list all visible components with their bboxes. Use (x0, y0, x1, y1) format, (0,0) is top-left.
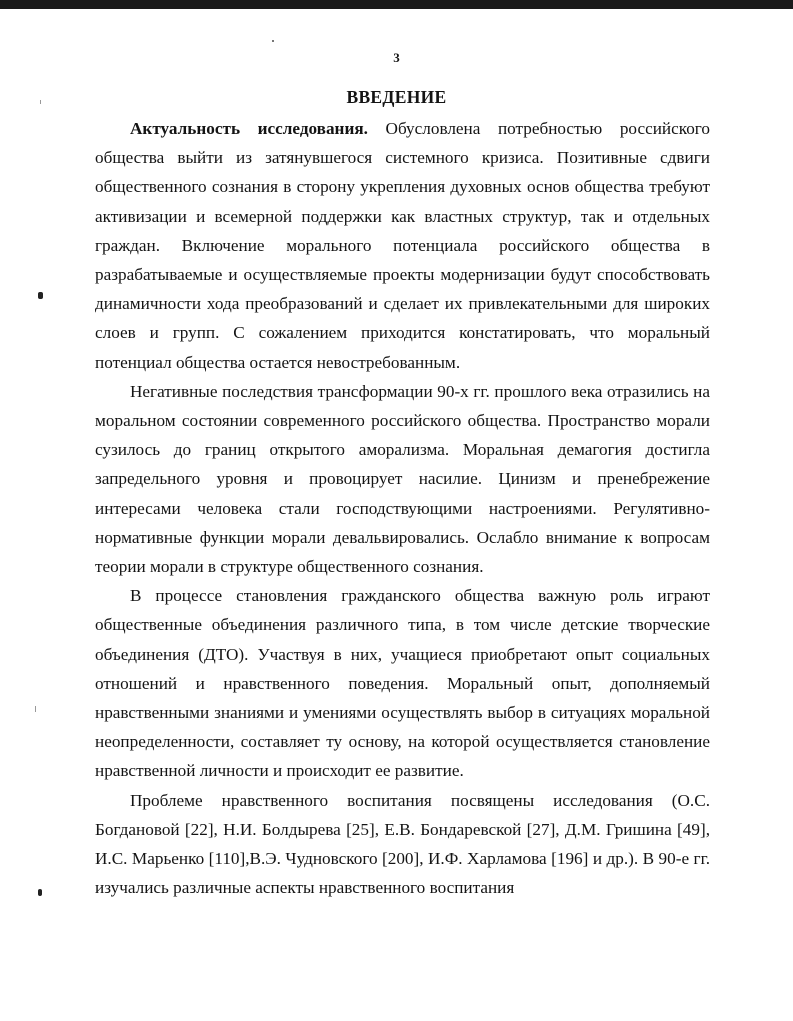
document-body (95, 114, 710, 902)
page-title: ВВЕДЕНИЕ (346, 87, 447, 107)
scan-artifact-mark (38, 292, 43, 299)
scan-top-edge (0, 0, 793, 9)
scan-artifact-speck (35, 706, 36, 712)
paragraph-negative-consequences: Негативные последствия трансформации 90-х гг. прошлого века отразились на моральном состоянии современного российского общества. Пространство морали сузилось до границ открытого аморализма. Моральная демагогия достигла запредельного уровня и провоцирует насилие. Цинизм и пренебрежение интересами человека стали господствующими настроениями. Регулятивно-нормативные функции морали девальвировались. Ослабло внимание к вопросам теории морали в структуре общественного сознания. (95, 381, 710, 577)
scan-artifact-speck (272, 40, 274, 42)
paragraph-text: Обусловлена потребностью российского общества выйти из затянувшегося системного кризиса. Позитивные сдвиги общественного сознания в сторону укрепления духовных основ общества требуют активизации и всемерной поддержки как властных структур, так и отдельных граждан. Включение морального потенциала российского общества в разрабатываемые и осуществляемые проекты модернизации будут способствовать динамичности хода преобразований и сделает их привлекательными для широких слоев и групп. С сожалением приходится констатировать, что моральный потенциал общества остается невостребованным. (95, 119, 711, 372)
paragraph-relevance (95, 114, 710, 377)
scan-artifact-mark (38, 889, 42, 896)
paragraph-lead: Актуальность исследования. (130, 119, 368, 138)
paragraph-civil-society: В процессе становления гражданского общества важную роль играют общественные объединения различного типа, в том числе детские творческие объединения (ДТО). Участвуя в них, учащиеся приобретают опыт социальных отношений и нравственного поведения. Моральный опыт, дополняемый нравственными знаниями и умениями осуществлять выбор в ситуациях моральной неопределенности, составляет ту основу, на которой осуществляется становление нравственной личности и происходит ее развитие. (95, 586, 710, 781)
scan-artifact-speck (40, 100, 41, 104)
paragraph-research-review: Проблеме нравственного воспитания посвящены исследования (О.С. Богдановой [22], Н.И. Болдырева [25], Е.В. Бондаревской [27], Д.М. Гришина [49], И.С. Марьенко [110],В.Э. Чудновского [200], И.Ф. Харламова [196] и др.). В 90-е гг. изучались различные аспекты нравственного воспитания (95, 790, 710, 898)
page-number: 3 (393, 50, 400, 65)
